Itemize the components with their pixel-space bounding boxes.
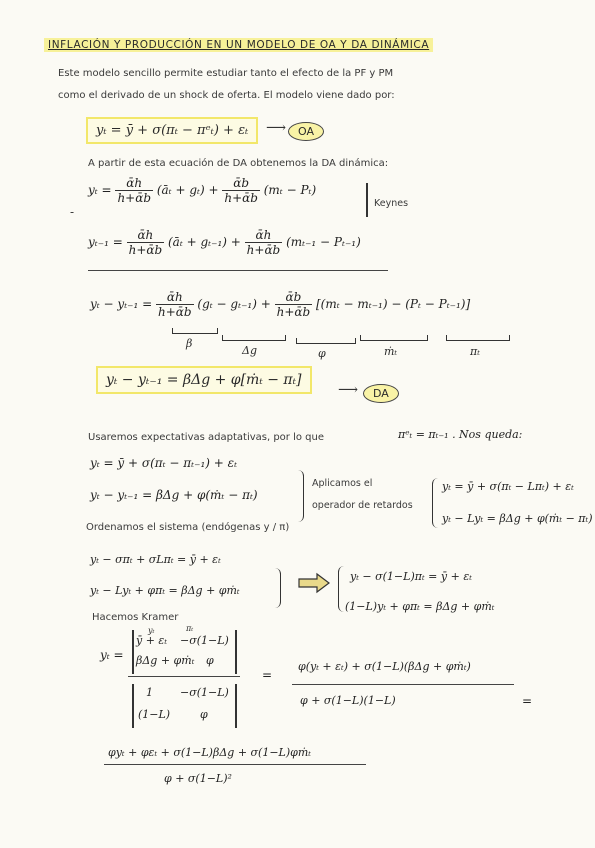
final-numerator: φyₜ + φεₜ + σ(1−L)βΔg + σ(1−L)φṁₜ — [108, 746, 311, 759]
da-equation-box: yₜ − yₜ₋₁ = βΔg + φ[ṁₜ − πₜ] — [96, 366, 312, 394]
difference-equation — [90, 290, 470, 319]
det-num-12: −σ(1−L) — [180, 634, 229, 647]
underbrace — [172, 328, 218, 334]
determinant-bar — [132, 630, 134, 674]
keynes-label: Keynes — [374, 198, 409, 209]
equals-sign: = — [262, 668, 273, 682]
oa-label: OA — [288, 122, 324, 141]
fraction: $\frac{\alphāh}{h+\alphāb}$ — [158, 290, 192, 319]
determinant-bar — [235, 630, 237, 674]
beta-label: β — [186, 337, 193, 350]
det-num-22: φ — [206, 654, 214, 667]
det-num-11: ȳ + εₜ — [136, 634, 168, 647]
underbrace — [360, 335, 428, 341]
oa-equation-box: yₜ = ȳ + σ(πₜ − πᵉₜ) + εₜ — [86, 117, 258, 144]
underbrace — [296, 338, 356, 344]
eq-lhs: yₜ − yₜ₋₁ = — [90, 297, 153, 311]
det-den-21: (1−L) — [138, 708, 171, 721]
underbrace — [222, 335, 286, 341]
eq-lhs: yₜ₋₁ = — [88, 235, 123, 249]
fraction: $\frac{\alphāh}{h+\alphāb}$ — [246, 228, 281, 257]
det-den-11: 1 — [146, 686, 153, 699]
kramer-label: Hacemos Kramer — [92, 612, 179, 623]
ordered-line-2: (1−L)yₜ + φπₜ = βΔg + φṁₜ — [345, 600, 495, 613]
da-equation-2 — [88, 228, 361, 257]
fraction: $\frac{\alphāb}{h+\alphāb}$ — [276, 290, 311, 319]
underbrace — [446, 335, 510, 341]
expectations-text: Usaremos expectativas adaptativas, por lo que — [88, 432, 325, 443]
da-equation-1 — [88, 176, 316, 205]
left-brace — [432, 478, 441, 528]
arrow-right-icon: ⟶ — [266, 120, 287, 136]
lagged-line-2: yₜ − Lyₜ = βΔg + φ(ṁₜ − πₜ) — [442, 512, 593, 525]
expectations-equation: πᵉₜ = πₜ₋₁ . Nos queda: — [398, 428, 523, 441]
separator-rule — [88, 270, 388, 271]
lag-note-1: Aplicamos el — [312, 478, 373, 489]
delta-g-label: Δg — [242, 344, 257, 357]
eq-term: (āₜ + gₜ₋₁) + — [168, 235, 241, 249]
double-arrow-icon — [297, 572, 331, 594]
da-intro: A partir de esta ecuación de DA obtenemos la DA dinámica: — [88, 158, 389, 169]
det-num-21: βΔg + φṁₜ — [136, 654, 195, 667]
eq-lhs: yₜ = — [88, 183, 112, 197]
system-1-line-2: yₜ − yₜ₋₁ = βΔg + φ(ṁₜ − πₜ) — [90, 488, 258, 502]
system-2-line-1: yₜ − σπₜ + σLπₜ = ȳ + εₜ — [90, 553, 221, 566]
ordered-line-1: yₜ − σ(1−L)πₜ = ȳ + εₜ — [350, 570, 472, 583]
det-den-22: φ — [200, 708, 208, 721]
fraction-rule — [128, 676, 240, 677]
divider-bar — [366, 183, 368, 217]
kramer-lhs: yₜ = — [100, 648, 124, 662]
system-2-line-2: yₜ − Lyₜ + φπₜ = βΔg + φṁₜ — [90, 584, 240, 597]
kramer-result-numerator: φ(yₜ + εₜ) + σ(1−L)(βΔg + φṁₜ) — [298, 660, 471, 673]
system-1-line-1: yₜ = ȳ + σ(πₜ − πₜ₋₁) + εₜ — [90, 456, 238, 470]
arrow-right-icon: ⟶ — [338, 382, 359, 398]
da-label: DA — [363, 384, 399, 403]
eq-term: (gₜ − gₜ₋₁) + — [197, 297, 271, 311]
intro-line-2: como el derivado de un shock de oferta. El modelo viene dado por: — [58, 90, 395, 101]
m-dot-label: ṁₜ — [384, 345, 398, 358]
intro-line-1: Este modelo sencillo permite estudiar tanto el efecto de la PF y PM — [58, 68, 394, 79]
kramer-pi-tag: πₜ — [186, 624, 194, 633]
final-denominator: φ + σ(1−L)² — [164, 772, 232, 785]
determinant-bar — [132, 684, 134, 728]
eq-term: (āₜ + gₜ) + — [156, 183, 219, 197]
eq-term: [(mₜ − mₜ₋₁) − (Pₜ − Pₜ₋₁)] — [316, 297, 471, 311]
eq-term: (mₜ − Pₜ) — [263, 183, 317, 197]
fraction: $\frac{\alphāh}{h+\alphāb}$ — [117, 176, 152, 205]
order-text: Ordenamos el sistema (endógenas y / π) — [86, 522, 290, 533]
eq-term: (mₜ₋₁ − Pₜ₋₁) — [286, 235, 361, 249]
lag-note-2: operador de retardos — [312, 500, 413, 511]
fraction: $\frac{\alphāh}{h+\alphāb}$ — [128, 228, 163, 257]
right-brace — [295, 470, 304, 522]
kramer-result-denominator: φ + σ(1−L)(1−L) — [300, 694, 396, 707]
phi-label: φ — [318, 347, 326, 360]
det-den-12: −σ(1−L) — [180, 686, 229, 699]
dash-mark: - — [70, 205, 75, 219]
pi-label: πₜ — [470, 345, 480, 358]
right-brace — [272, 568, 281, 608]
page-title: INFLACIÓN Y PRODUCCIÓN EN UN MODELO DE OA Y DA DINÁMICA — [44, 38, 433, 52]
fraction-rule — [104, 764, 366, 765]
fraction-rule — [292, 684, 514, 685]
determinant-bar — [235, 684, 237, 728]
kramer-yt-tag: yₜ — [148, 626, 155, 635]
equals-sign: = — [522, 694, 533, 708]
fraction: $\frac{\alphāb}{h+\alphāb}$ — [224, 176, 258, 205]
lagged-line-1: yₜ = ȳ + σ(πₜ − Lπₜ) + εₜ — [442, 480, 574, 493]
